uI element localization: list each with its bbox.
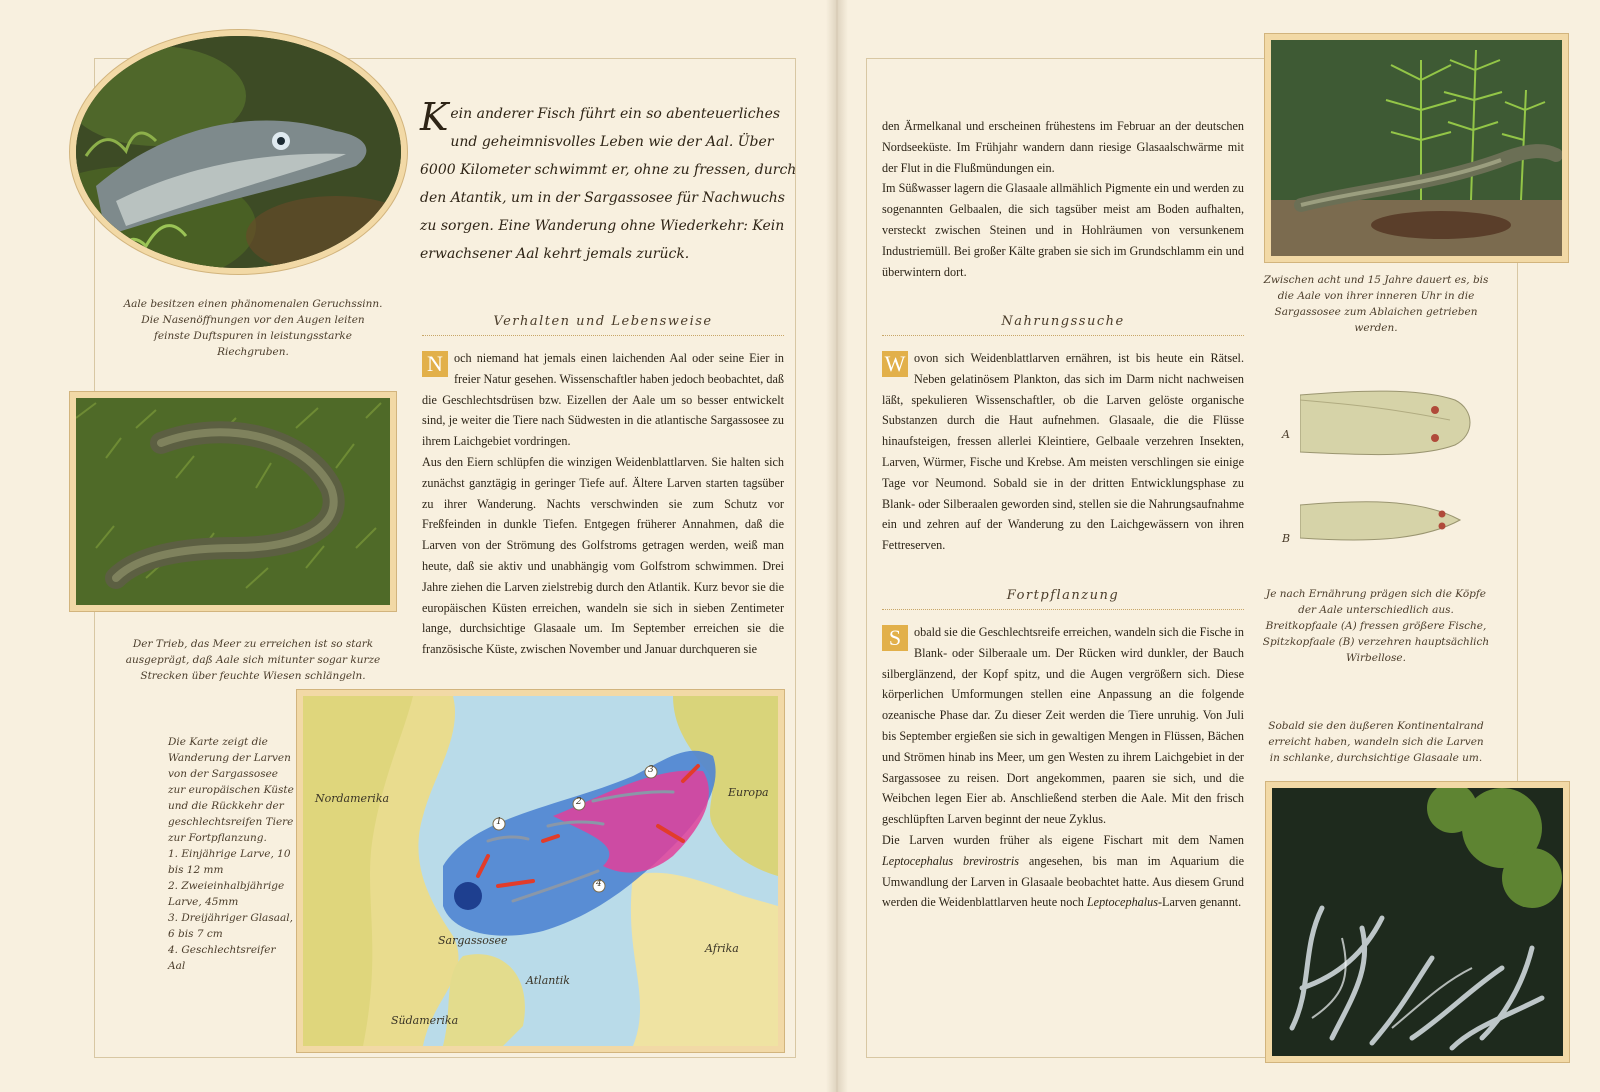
map-label-suedamerika: Südamerika xyxy=(391,1014,459,1027)
book-gutter xyxy=(826,0,848,1092)
eel-heads-illustration xyxy=(1300,380,1480,560)
map-legend-1: 1. Einjährige Larve, 10 bis 12 mm xyxy=(168,848,291,876)
eel-head-photo xyxy=(70,30,407,274)
section-verhalten-text xyxy=(422,348,784,660)
dropcap-s: S xyxy=(882,625,908,651)
map-label-europa: Europa xyxy=(728,786,769,799)
eel-on-grass-photo xyxy=(70,392,396,611)
oval-photo-caption: Aale besitzen einen phänomenalen Geruchssinn. Die Nasenöffnungen vor den Augen leiten feinste Duftspuren in leistungsstarke Riechgruben. xyxy=(123,298,383,358)
map-label-sargassosee: Sargassosee xyxy=(438,934,508,947)
heading-verhalten: Verhalten und Lebensweise xyxy=(422,314,784,336)
yellow-eel-aquarium-photo xyxy=(1265,34,1568,262)
fp2-italic-1: Leptocephalus brevirostris xyxy=(882,853,1019,868)
continued-paragraph-1: den Ärmelkanal und erscheinen frühestens im Februar an der deutschen Nordseeküste. Im Frühjahr wandern dann riesige Glasaalschwärme mit der Flut in die Flußmündungen ein. xyxy=(882,119,1244,175)
map-marker-3: 3 xyxy=(648,765,654,775)
fp2-part-b: angesehen, bis man im Aquarium die Umwandlung der Larven in Glasaale beobachtet hatte. Aus diesem Grund werden die Weidenblattlarven heute noch xyxy=(882,853,1244,910)
continued-paragraph-2: Im Süßwasser lagern die Glasaale allmählich Pigmente ein und werden zu sogenannten Gelbaalen, die sich tagsüber meist am Boden aufhalten, versteckt zwischen Steinen und in Hohlräumen von versunkenem Industriemüll. Bei großer Kälte graben sie sich im Grundschlamm ein und überwintern dort. xyxy=(882,181,1244,279)
map-legend-2: 2. Zweieinhalbjährige Larve, 45mm xyxy=(168,880,285,908)
heads-caption: Je nach Ernährung prägen sich die Köpfe der Aale unterschiedlich aus. Breitkopfaale (A) fressen größere Fische, Spitzkopfaale (B) verzehren hauptsächlich Wirbellose. xyxy=(1262,588,1490,664)
map-legend-4: 4. Geschlechtsreifer Aal xyxy=(168,944,276,972)
map-label-afrika: Afrika xyxy=(705,942,739,955)
dropcap-n: N xyxy=(422,351,448,377)
section-nahrung-text xyxy=(882,348,1244,556)
migration-map xyxy=(297,690,784,1052)
glass-eels-photo xyxy=(1266,782,1569,1062)
nahrung-paragraph: ovon sich Weidenblattlarven ernähren, ist bis heute ein Rätsel. Neben gelatinösem Plankton, das sich im Darm nicht nachweisen läßt, spekulieren Wissenschaftler, ob die Larven gelöste organische Substanzen durch die Haut aufnehmen. Glasaale, die die Flüsse hinaufsteigen, fressen allerlei Kleintiere, Gelbaale verzehren Insekten, Larven, Würmer, Fische und Krebse. Am meisten verschlingen sie einige Tage vor Neumond. Sobald sie in der dritten Entwicklungsphase zu Blank- oder Silberaalen geworden sind, stellen sie die Nahrungsaufnahme ein und zehren auf der Wanderung zu den Laichgewässern von ihren Fettreserven. xyxy=(882,351,1244,553)
label-b: B xyxy=(1282,532,1291,545)
map-marker-2: 2 xyxy=(576,797,582,807)
map-legend-3: 3. Dreijähriger Glasaal, 6 bis 7 cm xyxy=(168,912,293,940)
map-marker-1: 1 xyxy=(496,817,502,827)
fp2-italic-2: Leptocephalus xyxy=(1086,895,1158,910)
grass-photo-caption: Der Trieb, das Meer zu erreichen ist so stark ausgeprägt, daß Aale sich mitunter sogar kurze Strecken über feuchte Wiesen schlängeln. xyxy=(125,638,381,682)
fortpflanzung-paragraph-1: obald sie die Geschlechtsreife erreichen, wandeln sich die Fische in Blank- oder Silberaale um. Der Rücken wird dunkler, der Bauch silberglänzend, der Kopf spitz, und die Augen vergrößern sich. Diese körperlichen Umformungen stellen eine Anpassung an die folgende ozeanische Phase dar. Zu dieser Zeit werden die Tiere unruhig. Von Juli bis September ergießen sie sich in gewaltigen Mengen in Flüssen, Bächen und Strömen hinab ins Meer, um gen Westen zu ihrem Laichgebiet in der Sargassosee zu reisen. Dort angekommen, paaren sie sich, und die Weibchen legen Eier ab. Anschließend sterben die Aale. Mit den frisch geschlüpften Larven beginnt der neue Zyklus. xyxy=(882,625,1244,827)
aquarium-photo-caption: Zwischen acht und 15 Jahre dauert es, bis die Aale von ihrer inneren Uhr in die Sargassosee zum Ablaichen getrieben werden. xyxy=(1263,274,1489,334)
verhalten-paragraph-1: och niemand hat jemals einen laichenden Aal oder seine Eier in freier Natur gesehen. Wissenschaftler haben jedoch beobachtet, daß die Geschlechtsdrüsen bzw. Eizellen der Aale um so besser entwickelt sind, je weiter die Tiere nach Südwesten in die atlantische Sargassosee zu ihrem Laichgebiet vordringen. xyxy=(422,351,784,449)
map-caption xyxy=(168,734,294,974)
intro-paragraph xyxy=(420,95,800,268)
fortpflanzung-paragraph-2 xyxy=(882,830,1244,913)
label-a: A xyxy=(1282,428,1290,441)
section-fortpflanzung-text xyxy=(882,622,1244,913)
map-caption-intro: Die Karte zeigt die Wanderung der Larven von der Sargassosee zur europäischen Küste und die Rückkehr der geschlechtsreifen Tiere zur Fortpflanzung. xyxy=(168,736,294,844)
glass-eels-caption: Sobald sie den äußeren Kontinentalrand erreicht haben, wandeln sich die Larven in schlanke, durchsichtige Glasaale um. xyxy=(1268,720,1484,764)
map-marker-4: 4 xyxy=(596,879,602,889)
intro-initial: K xyxy=(420,95,449,139)
heading-fortpflanzung: Fortpflanzung xyxy=(882,588,1244,610)
fp2-part-a: Die Larven wurden früher als eigene Fischart mit dem Namen xyxy=(882,832,1244,847)
fp2-part-c: -Larven genannt. xyxy=(1157,895,1242,910)
map-label-nordamerika: Nordamerika xyxy=(315,792,390,805)
dropcap-w: W xyxy=(882,351,908,377)
verhalten-paragraph-2: Aus den Eiern schlüpfen die winzigen Weidenblattlarven. Sie halten sich zunächst ganztägig in geringer Tiefe auf. Ältere Larven starten tagsüber zu ihrer Wanderung. Nachts verschwinden sie zum Schutz vor Freßfeinden in dunkle Tiefen. Entgegen früherer Annahmen, daß die Larven von der Strömung des Golfstroms getragen werden, weiß man heute, daß sie aktiv und unabhängig vom Golfstrom schwimmen. Drei Jahre ziehen die Larven zielstrebig durch den Atlantik. Kurz bevor sie die europäischen Küsten erreichen, wandeln sie sich in sieben Zentimeter lange, durchsichtige Glasaale um. Im September erreichen sie die französische Küste, zwischen November und Januar durchqueren sie xyxy=(422,454,784,657)
heading-nahrungssuche: Nahrungssuche xyxy=(882,314,1244,336)
intro-text: ein anderer Fisch führt ein so abenteuerliches und geheimnisvolles Leben wie der Aal. Über 6000 Kilometer schwimmt er, ohne zu fressen, durch den Atantik, um in der Sargassosee für Nachwuchs zu sorgen. Eine Wanderung ohne Wiederkehr: Kein erwachsener Aal kehrt jemals zurück. xyxy=(420,106,797,262)
map-label-atlantik: Atlantik xyxy=(526,974,570,987)
continued-text xyxy=(882,116,1244,282)
